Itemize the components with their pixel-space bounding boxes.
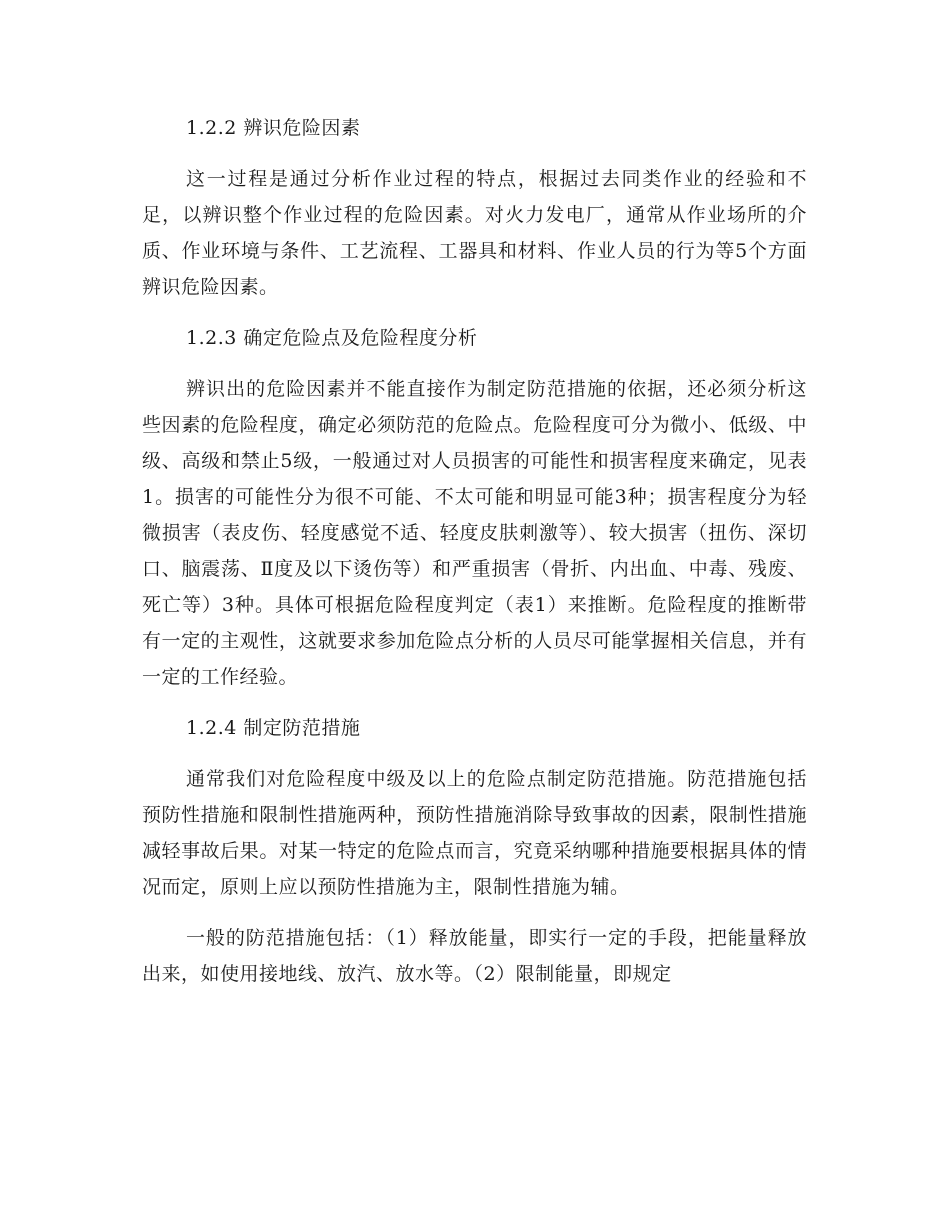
section-heading-1-2-4: 1.2.4 制定防范措施	[186, 717, 361, 739]
section-1-2-4-paragraph-1: 通常我们对危险程度中级及以上的危险点制定防范措施。防范措施包括预防性措施和限制性措施两种，预防性措施消除导致事故的因素，限制性措施减轻事故后果。对某一特定的危险点而言，究竟采纳哪种措施要根据具体的情况而定，原则上应以预防性措施为主，限制性措施为辅。	[142, 768, 807, 898]
section-1-2-3-paragraph: 辨识出的危险因素并不能直接作为制定防范措施的依据，还必须分析这些因素的危险程度，确定必须防范的危险点。危险程度可分为微小、低级、中级、高级和禁止5级，一般通过对人员损害的可能性和损害程度来确定，见表1。损害的可能性分为很不可能、不太可能和明显可能3种；损害程度分为轻微损害（表皮伤、轻度感觉不适、轻度皮肤刺激等）、较大损害（扭伤、深切口、脑震荡、Ⅱ度及以下烫伤等）和严重损害（骨折、内出血、中毒、残废、死亡等）3种。具体可根据危险程度判定（表1）来推断。危险程度的推断带有一定的主观性，这就要求参加危险点分析的人员尽可能掌握相关信息，并有一定的工作经验。	[142, 378, 807, 688]
section-1-2-4-paragraph-2: 一般的防范措施包括：（1）释放能量，即实行一定的手段，把能量释放出来，如使用接地线、放汽、放水等。（2）限制能量，即规定	[142, 927, 807, 985]
section-heading-1-2-3: 1.2.3 确定危险点及危险程度分析	[186, 327, 478, 349]
document-body	[142, 110, 807, 1007]
section-1-2-2-paragraph: 这一过程是通过分析作业过程的特点，根据过去同类作业的经验和不足，以辨识整个作业过程的危险因素。对火力发电厂，通常从作业场所的介质、作业环境与条件、工艺流程、工器具和材料、作业人员的行为等5个方面辨识危险因素。	[142, 168, 807, 298]
section-heading-1-2-2: 1.2.2 辨识危险因素	[186, 117, 361, 139]
